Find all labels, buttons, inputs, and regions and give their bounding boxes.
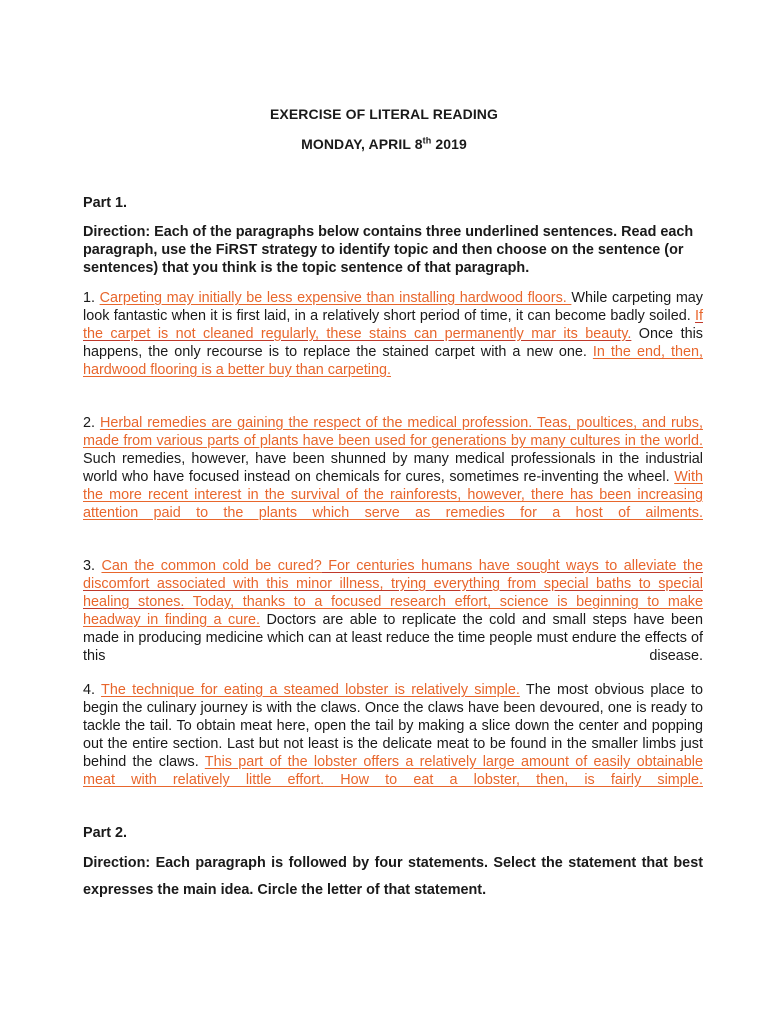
underlined-sentence: Teas, poultices, and rubs, made from various parts of plants have been used for generations by many cultures in the world. — [83, 415, 703, 449]
underlined-sentence: If the carpet is not cleaned regularly, these stains can permanently mar its beauty. — [83, 308, 703, 342]
underlined-sentence: Herbal remedies are gaining the respect of the medical profession. — [99, 415, 533, 431]
document-title: EXERCISE OF LITERAL READING — [269, 106, 499, 122]
date-suffix: 2019 — [431, 136, 467, 152]
underlined-sentence: In the end, then, hardwood flooring is a better buy than carpeting. — [83, 344, 703, 378]
paragraph-2 — [83, 414, 703, 522]
part1-direction: Direction: Each of the paragraphs below contains three underlined sentences. Read each paragraph, use the FiRST strategy to identify topic and then choose on the sentence (or sentences) that you think is the topic sentence of that paragraph. — [83, 224, 694, 276]
body-text: While carpeting may look fantastic when it is first laid, in a relatively short period of time, it can become badly soiled. — [83, 290, 703, 324]
part2-heading: Part 2. — [83, 825, 127, 841]
body-text: Such remedies, however, have been shunned by many medical professionals in the industrial world who have focused instead on chemicals for cures, sometimes re-inventing the wheel. — [83, 451, 703, 485]
underlined-sentence: Can the common cold be cured? — [101, 558, 322, 574]
underlined-sentence: The technique for eating a steamed lobster is relatively simple. — [101, 682, 520, 698]
part2-direction: Direction: Each paragraph is followed by four statements. Select the statement that best expresses the main idea. Circle the letter of that statement. — [83, 855, 703, 898]
underlined-sentence: This part of the lobster offers a relatively large amount of easily obtainable meat with relatively little effort. — [83, 754, 704, 788]
paragraph-4 — [83, 681, 703, 789]
date-superscript: th — [422, 135, 432, 146]
paragraph-number: 1. — [83, 290, 100, 306]
paragraph-number: 4. — [83, 682, 102, 698]
paragraph-number: 3. — [83, 558, 102, 574]
body-text: Once this happens, the only recourse is to replace the stained carpet with a new one. — [83, 326, 703, 360]
part1-heading: Part 1. — [83, 195, 127, 211]
paragraph-3 — [83, 557, 703, 665]
document-date — [0, 136, 768, 152]
body-text: Doctors are able to replicate the cold and small steps have been made in producing medicine which can at least reduce the time people must endure the effects of this disease. — [83, 612, 703, 664]
body-text: The most obvious place to begin the culinary journey is with the claws. Once the claws have been devoured, one is ready to tackle the tail. To obtain meat here, open the tail by making a slice down the center and popping out the entire section. Last but not least is the delicate meat to be found in the smaller limbs just behind the claws. — [83, 682, 704, 770]
underlined-sentence: How to eat a lobster, then, is fairly simple. — [324, 772, 703, 788]
underlined-sentence: With the more recent interest in the survival of the rainforests, however, there has been increasing attention paid to the plants which serve as remedies for a host of ailments. — [83, 469, 703, 521]
date-prefix: MONDAY, APRIL 8 — [301, 136, 423, 152]
paragraph-1 — [83, 289, 703, 379]
underlined-sentence: For centuries humans have sought ways to alleviate the discomfort associated with this minor illness, trying everything from special baths to special healing stones. — [83, 558, 704, 610]
underlined-sentence: Today, thanks to a focused research effort, science is beginning to make headway in finding a cure. — [83, 594, 704, 628]
paragraph-number: 2. — [83, 415, 100, 431]
underlined-sentence: Carpeting may initially be less expensive than installing hardwood floors. — [99, 290, 572, 306]
